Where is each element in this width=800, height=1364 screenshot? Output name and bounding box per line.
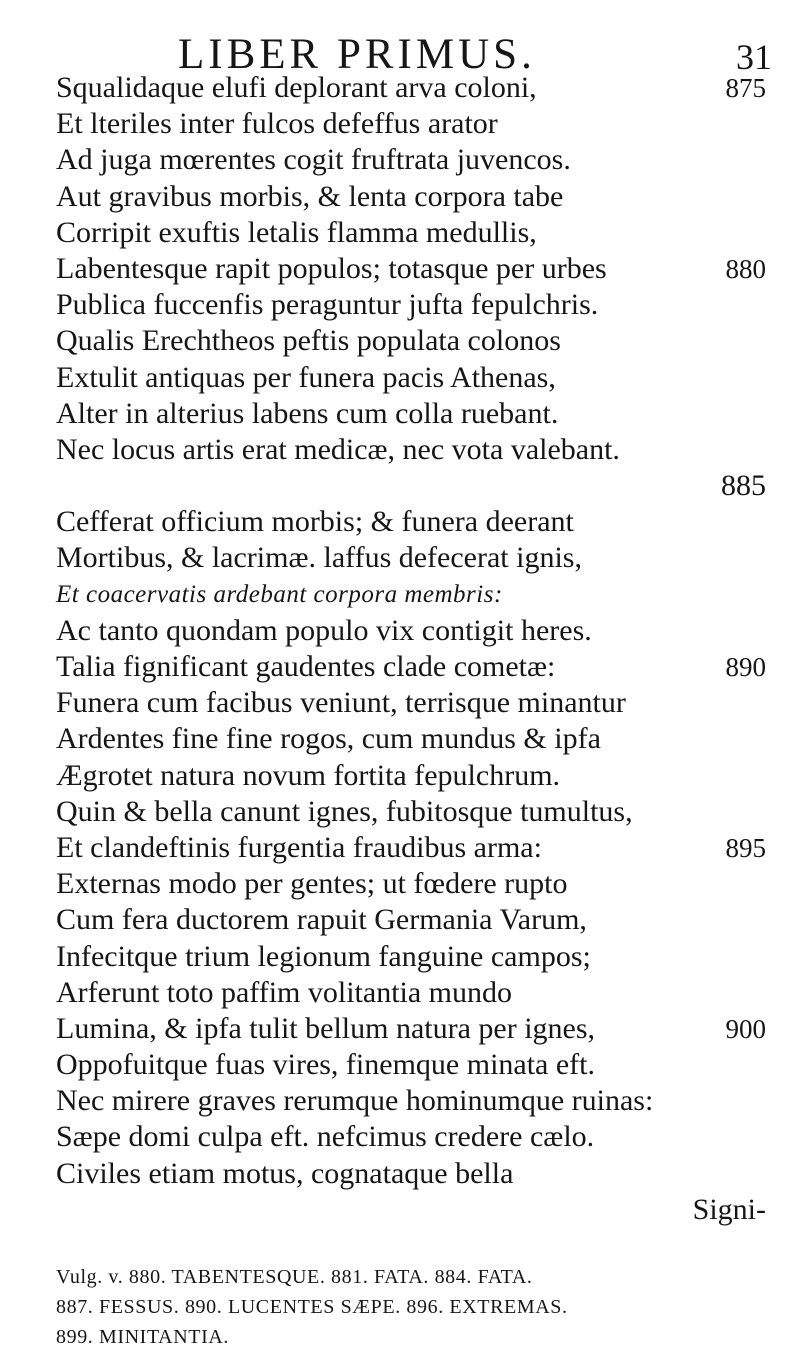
verse-line <box>56 504 766 540</box>
verse-text: Mortibus, & lacrimæ. laffus defecerat ignis, <box>56 541 582 575</box>
verse-line <box>56 1119 766 1155</box>
verse-text: Et lteriles inter fulcos defeffus arator <box>56 107 498 141</box>
verse-text: Funera cum facibus veniunt, terrisque minantur <box>56 686 626 720</box>
verse-line <box>56 830 766 866</box>
verse-text: Infecitque trium legionum fanguine campos; <box>56 939 591 973</box>
line-number: 900 <box>725 1013 766 1044</box>
verse-line <box>56 360 766 396</box>
verse-text: Nec mirere graves rerumque hominumque ruinas: <box>56 1084 654 1118</box>
verse-line <box>56 1083 766 1119</box>
verse-text: 885 <box>721 469 766 503</box>
verse-line <box>56 939 766 975</box>
verse-line <box>56 902 766 938</box>
page-number: 31 <box>736 37 772 77</box>
verse-line <box>56 70 766 106</box>
verse-line <box>56 758 766 794</box>
verse-line <box>56 142 766 178</box>
verse-line <box>56 866 766 902</box>
verse-line <box>56 179 766 215</box>
verse-line <box>56 215 766 251</box>
line-number: 880 <box>725 253 766 284</box>
verse-line <box>56 432 766 468</box>
verse-text: Et coacervatis ardebant corpora membris: <box>56 580 503 608</box>
note-line: 899. MINITANTIA. <box>56 1326 229 1348</box>
verse-text: Cum fera ductorem rapuit Germania Varum, <box>56 903 587 937</box>
verse-text: Signi- <box>692 1192 766 1226</box>
line-number: 875 <box>725 73 766 103</box>
verse-line <box>56 323 766 359</box>
verse-line <box>56 613 766 649</box>
verse-line <box>56 540 766 576</box>
line-number: 895 <box>725 832 766 863</box>
verse-text: Oppofuitque fuas vires, finemque minata eft. <box>56 1048 596 1082</box>
line-number: 890 <box>725 652 766 682</box>
verse-text: Externas modo per gentes; ut fœdere rupto <box>56 867 568 901</box>
verse-text: Ægrotet natura novum fortita fepulchrum. <box>56 758 561 792</box>
verse-line <box>56 1047 766 1083</box>
verse-text: Aut gravibus morbis, & lenta corpora tabe <box>56 179 564 213</box>
verse-line <box>56 1011 766 1047</box>
verse-text: Nec locus artis erat medicæ, nec vota valebant. <box>56 432 620 466</box>
running-title: LIBER PRIMUS. <box>178 31 536 78</box>
verse-text: Civiles etiam motus, cognataque bella <box>56 1156 514 1190</box>
verse-line <box>56 794 766 830</box>
verse-text: Sæpe domi culpa eft. nefcimus credere cælo. <box>56 1120 595 1154</box>
verse-block <box>56 70 766 1228</box>
verse-text: Ad juga mœrentes cogit fruftrata juvencos. <box>56 143 571 177</box>
verse-text: Squalidaque elufi deplorant arva coloni, <box>56 71 537 104</box>
verse-text: Extulit antiquas per funera pacis Athenas, <box>56 360 556 394</box>
verse-text: Talia fignificant gaudentes clade cometæ: <box>56 650 556 683</box>
note-line: Vulg. v. 880. TABENTESQUE. 881. FATA. 884. FATA. <box>56 1266 533 1288</box>
verse-line <box>56 1192 766 1228</box>
verse-text: Publica fuccenfis peraguntur jufta fepulchris. <box>56 288 599 322</box>
verse-line <box>56 106 766 142</box>
verse-line <box>56 649 766 685</box>
verse-line <box>56 685 766 721</box>
verse-text: Et clandeftinis furgentia fraudibus arma: <box>56 830 542 864</box>
verse-text: Cefferat officium morbis; & funera deerant <box>56 505 574 539</box>
verse-line <box>56 287 766 323</box>
verse-text: Ardentes fine fine rogos, cum mundus & ipfa <box>56 722 601 756</box>
verse-line <box>56 396 766 432</box>
verse-text: Qualis Erechtheos peftis populata colonos <box>56 324 561 358</box>
verse-line <box>56 721 766 757</box>
verse-text: Corripit exuftis letalis flamma medullis, <box>56 215 537 249</box>
verse-text: Arferunt toto paffim volitantia mundo <box>56 975 513 1009</box>
verse-text: Lumina, & ipfa tulit bellum natura per ignes, <box>56 1011 596 1045</box>
note-line: 887. FESSUS. 890. LUCENTES SÆPE. 896. EXTREMAS. <box>56 1296 568 1318</box>
verse-line <box>56 577 766 613</box>
verse-text: Alter in alterius labens cum colla ruebant. <box>56 396 559 430</box>
verse-line <box>56 1156 766 1192</box>
verse-line <box>56 468 766 504</box>
verse-text: Quin & bella canunt ignes, fubitosque tumultus, <box>56 794 633 828</box>
verse-line <box>56 975 766 1011</box>
verse-text: Ac tanto quondam populo vix contigit heres. <box>56 613 592 647</box>
verse-line <box>56 251 766 287</box>
variant-readings-notes <box>56 1262 766 1352</box>
verse-text: Labentesque rapit populos; totasque per urbes <box>56 251 607 285</box>
